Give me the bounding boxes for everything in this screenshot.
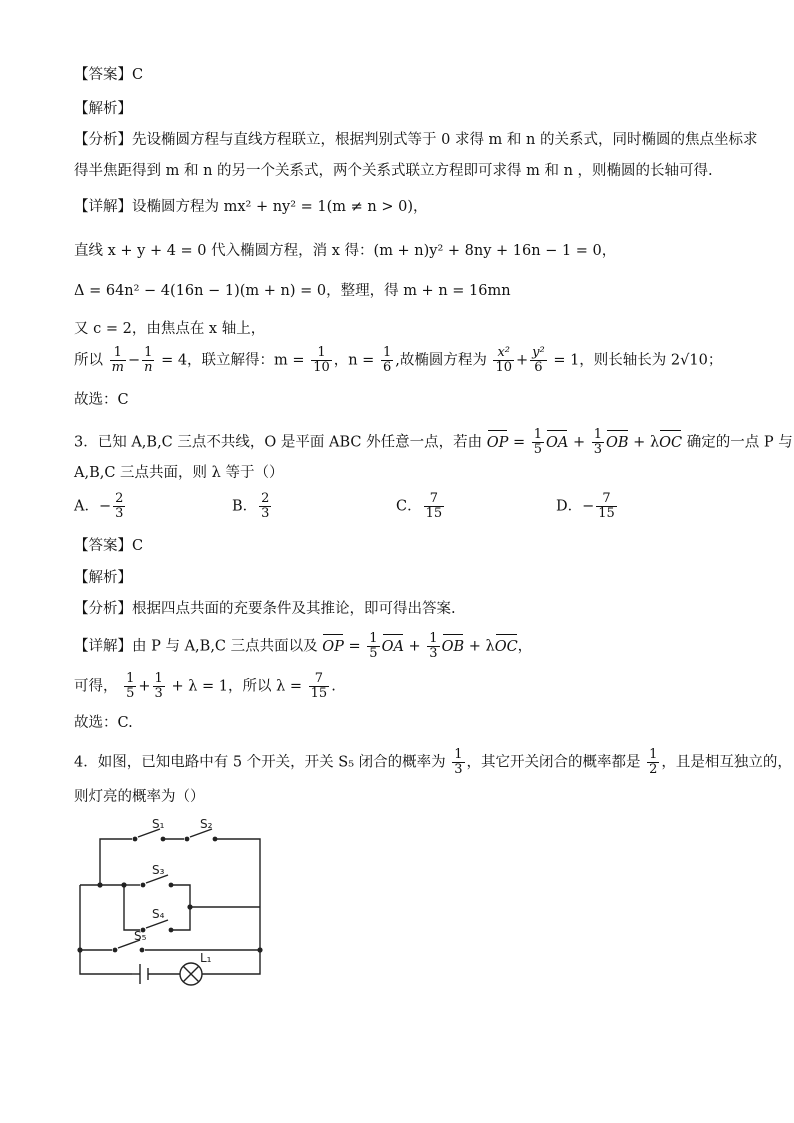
q4-stem-line-2: 则灯亮的概率为（） (74, 789, 205, 805)
fraction-1-over-10: $\frac{1}{10}$ (313, 345, 330, 375)
option-c: C． $\frac{7}{15}$ (396, 491, 443, 521)
fraction-1-over-5: $\frac{1}{5}$ (533, 427, 543, 457)
fraction-1-over-m: $\frac{1}{m}$ (111, 345, 124, 375)
q3-options (74, 492, 694, 532)
option-b: B． $\frac{2}{3}$ (232, 491, 270, 521)
fraction-1-over-6: $\frac{1}{6}$ (382, 345, 392, 375)
q3-conclusion: 故选：C. (74, 715, 133, 731)
q3-xiangjie: 【详解】由 P 与 A,B,C 三点共面以及 OP = $\frac{1}{5}$ OA + $\frac{1}{3}$ OB + λOC， (74, 631, 533, 661)
fraction-x2-over-10: $\frac{\text{x²}}{10}$ (495, 345, 512, 375)
q3-fenxi: 【分析】根据四点共面的充要条件及其推论，即可得出答案. (74, 601, 456, 617)
solve-line: 所以 $\frac{1}{m}$ − $\frac{1}{n}$ = 4，联立解得：m = $\frac{1}{10}$ ，n = $\frac{1}{6}$ ,故椭圆方程为 $\frac{\text{x²}}{10}$ + $\frac{\text{y²}}{6}$ = 1，则长轴长为 2√10； (74, 345, 723, 375)
q3-stem-line-2: A,B,C 三点共面，则 λ 等于（） (74, 465, 284, 481)
circuit-diagram (72, 812, 272, 992)
label-s2: S₂ (200, 817, 213, 831)
xiangjie-setup: 【详解】设椭圆方程为 mx² + ny² = 1(m ≠ n > 0)， (74, 199, 428, 215)
q4-stem-line-1: 4．如图，已知电路中有 5 个开关，开关 S₅ 闭合的概率为 $\frac{1}{3}$ ，其它开关闭合的概率都是 $\frac{1}{2}$ ，且是相互独立的， (74, 747, 792, 777)
q3-answer-line: 【答案】C (74, 538, 144, 554)
answer-tag: 【答案】 (74, 67, 132, 83)
q3-analysis-tag: 【解析】 (74, 570, 132, 586)
focus-line: 又 c = 2，由焦点在 x 轴上， (74, 321, 266, 337)
fraction-1-over-3: $\frac{1}{3}$ (593, 427, 603, 457)
label-s5: S₅ (134, 929, 147, 943)
fraction-1-over-n: $\frac{1}{n}$ (144, 345, 153, 375)
label-s1: S₁ (152, 817, 165, 831)
label-s4: S₄ (152, 907, 165, 921)
discriminant-line: Δ = 64n² − 4(16n − 1)(m + n) = 0，整理，得 m + n = 16mn (74, 283, 511, 299)
option-a: A．− $\frac{2}{3}$ (74, 491, 124, 521)
answer-value: C (132, 67, 144, 83)
answer-line (74, 64, 143, 86)
q3-stem-line-1: 3．已知 A,B,C 三点不共线，O 是平面 ABC 外任意一点，若由 OP = $\frac{1}{5}$ OA + $\frac{1}{3}$ OB + λOC 确定的一点 P 与 (74, 427, 793, 457)
fraction-y2-over-6: $\frac{\text{y²}}{6}$ (532, 345, 545, 375)
option-d: D．− $\frac{7}{15}$ (556, 491, 615, 521)
fenxi-line-1: 【分析】先设椭圆方程与直线方程联立，根据判别式等于 0 求得 m 和 n 的关系式，同时椭圆的焦点坐标求 (74, 132, 758, 148)
analysis-tag: 【解析】 (74, 101, 132, 117)
label-s3: S₃ (152, 863, 165, 877)
label-l1: L₁ (200, 951, 212, 965)
q3-result: 可得， $\frac{1}{5}$ + $\frac{1}{3}$ + λ = 1，所以 λ = $\frac{7}{15}$ . (74, 671, 336, 701)
conclusion-q2: 故选：C (74, 392, 129, 408)
substitution-line: 直线 x + y + 4 = 0 代入椭圆方程，消 x 得：(m + n)y² + 8ny + 16n − 1 = 0， (74, 243, 617, 259)
fenxi-line-2: 得半焦距得到 m 和 n 的另一个关系式，两个关系式联立方程即可求得 m 和 n ，则椭圆的长轴可得. (74, 163, 713, 179)
